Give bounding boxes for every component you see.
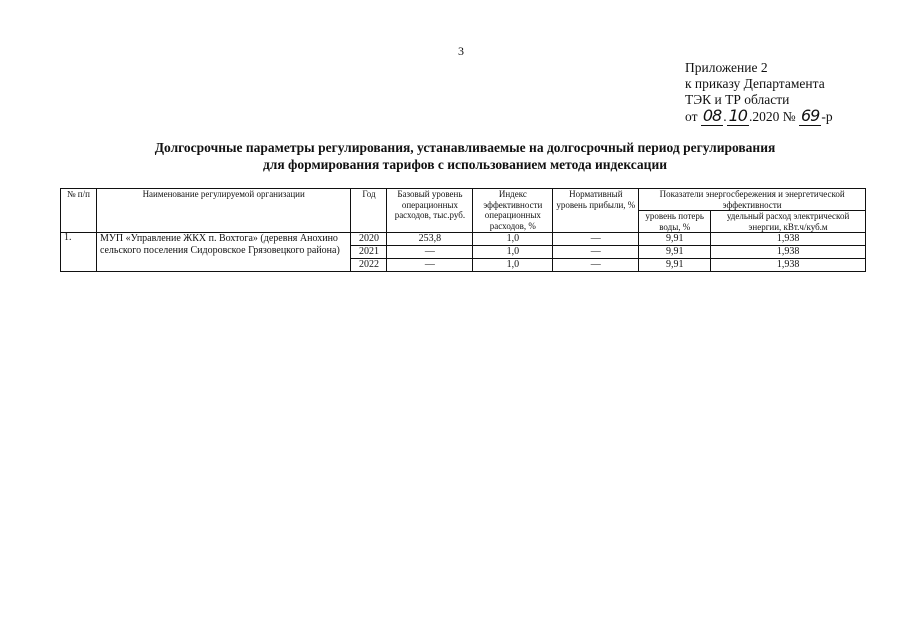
row-index-cell: 1. — [61, 233, 97, 272]
header-num: № п/п — [61, 189, 97, 233]
losses-cell: 9,91 — [639, 233, 711, 246]
base-cell: — — [387, 246, 473, 259]
title-line-2: для формирования тарифов с использованием метода индексации — [262, 157, 668, 172]
profit-cell: — — [553, 233, 639, 246]
date-prefix: от — [685, 109, 698, 124]
handwritten-day: 08 — [702, 106, 722, 125]
header-water-losses: уровень потерь воды, % — [639, 211, 711, 233]
losses-cell: 9,91 — [639, 246, 711, 259]
parameters-table — [60, 188, 866, 272]
title-line-1: Долгосрочные параметры регулирования, устанавливаемые на долгосрочный период регулирования — [154, 140, 776, 155]
header-electricity-consumption: удельный расход электрической энергии, кВт.ч/куб.м — [711, 211, 866, 233]
annex-line-1: Приложение 2 — [685, 60, 768, 75]
consumption-cell: 1,938 — [711, 233, 866, 246]
annex-line-3: ТЭК и ТР области — [685, 92, 790, 107]
header-efficiency-index: Индекс эффективности операционных расходов, % — [473, 189, 553, 233]
year-cell: 2020 — [351, 233, 387, 246]
annex-date-line — [685, 108, 833, 125]
handwritten-month: 10 — [728, 106, 747, 125]
index-cell: 1,0 — [473, 233, 553, 246]
annex-header — [685, 60, 833, 125]
losses-cell: 9,91 — [639, 259, 711, 272]
order-suffix: -р — [821, 109, 833, 124]
profit-cell: — — [553, 259, 639, 272]
base-cell: 253,8 — [387, 233, 473, 246]
page-number: 3 — [458, 44, 464, 58]
consumption-cell: 1,938 — [711, 246, 866, 259]
handwritten-order-number: 69 — [800, 106, 820, 125]
year-cell: 2021 — [351, 246, 387, 259]
index-cell: 1,0 — [473, 259, 553, 272]
header-organization: Наименование регулируемой организации — [96, 189, 351, 233]
profit-cell: — — [553, 246, 639, 259]
annex-line-2: к приказу Департамента — [685, 76, 825, 91]
header-year: Год — [351, 189, 387, 233]
header-energy-group: Показатели энергосбережения и энергетической эффективности — [639, 189, 866, 211]
index-cell: 1,0 — [473, 246, 553, 259]
table-row — [61, 233, 866, 246]
header-profit-level: Нормативный уровень прибыли, % — [553, 189, 639, 233]
date-separator: . — [723, 109, 727, 124]
organization-cell: МУП «Управление ЖКХ п. Вохтога» (деревня Анохино сельского поселения Сидоровское Грязовецкого района) — [96, 233, 351, 272]
base-cell: — — [387, 259, 473, 272]
header-base-level: Базовый уровень операционных расходов, тыс.руб. — [387, 189, 473, 233]
year-cell: 2022 — [351, 259, 387, 272]
date-year: .2020 № — [748, 109, 796, 124]
consumption-cell: 1,938 — [711, 259, 866, 272]
document-title — [60, 139, 870, 173]
